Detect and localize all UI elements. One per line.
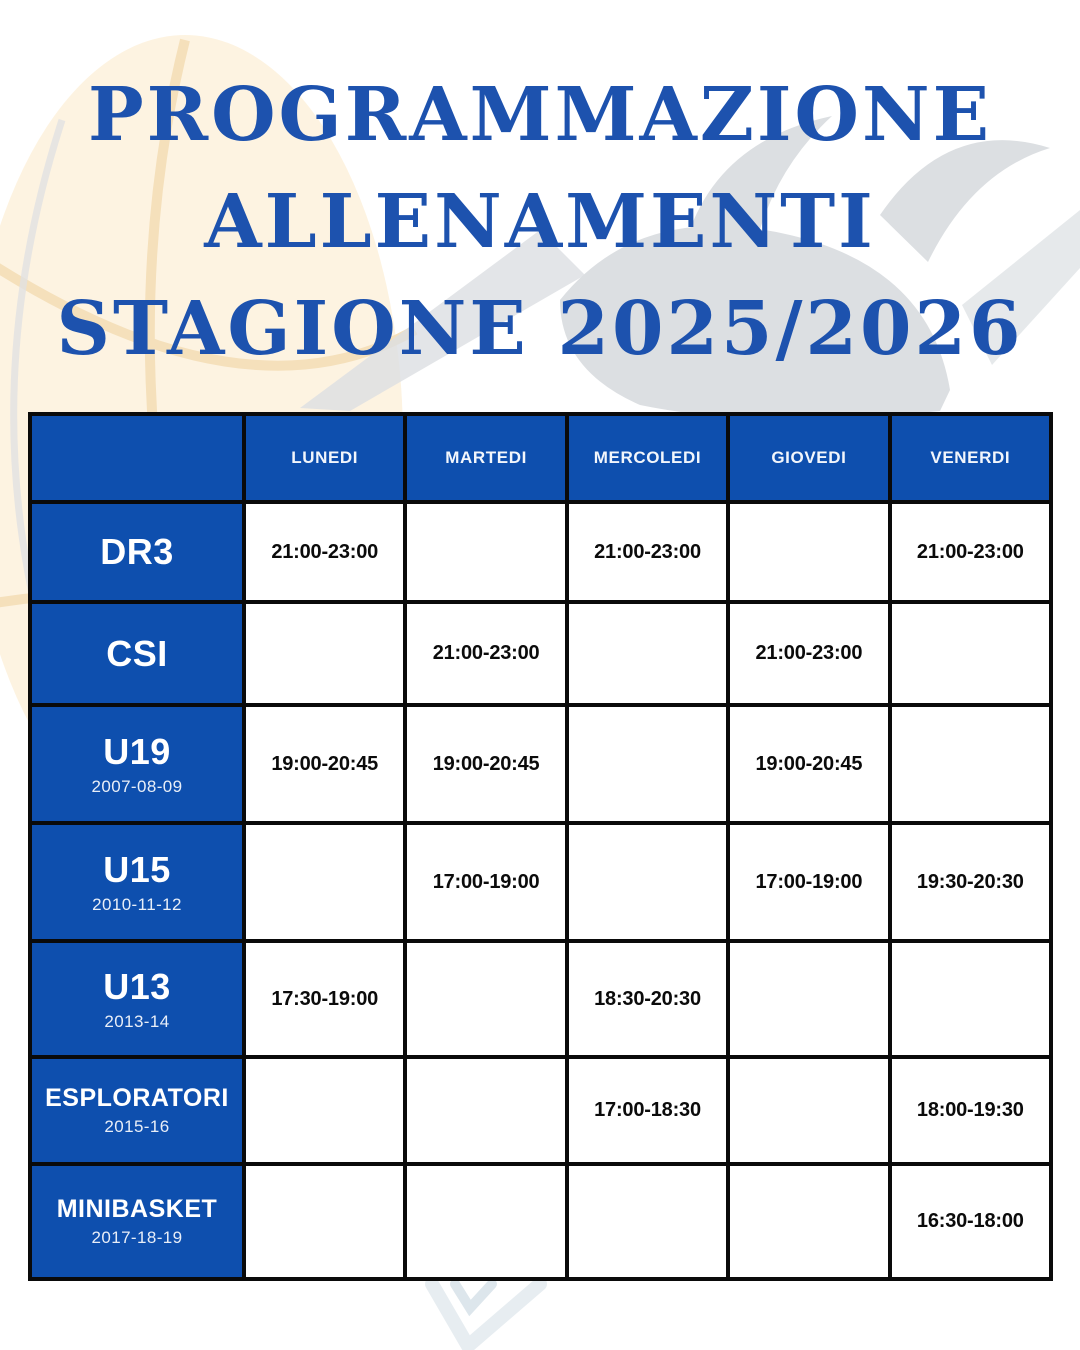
team-label-esploratori: ESPLORATORI 2015-16 [32, 1059, 242, 1162]
schedule-cell [569, 604, 726, 703]
title-line-1: PROGRAMMAZIONE [87, 72, 993, 158]
title-line-3: STAGIONE 2025/2026 [56, 286, 1024, 372]
schedule-cell: 19:00-20:45 [407, 707, 564, 821]
schedule-cell: 21:00-23:00 [892, 504, 1049, 600]
schedule-cell: 18:00-19:30 [892, 1059, 1049, 1162]
schedule-cell [892, 604, 1049, 703]
schedule-cell [407, 1166, 564, 1277]
schedule-cell [246, 1059, 403, 1162]
schedule-cell [407, 943, 564, 1055]
schedule-cell [730, 943, 887, 1055]
schedule-cell: 19:00-20:45 [246, 707, 403, 821]
team-label-csi: CSI [32, 604, 242, 703]
schedule-cell: 21:00-23:00 [246, 504, 403, 600]
team-label-u15: U15 2010-11-12 [32, 825, 242, 939]
schedule-cell [407, 504, 564, 600]
schedule-cell [730, 1059, 887, 1162]
schedule-cell: 21:00-23:00 [730, 604, 887, 703]
schedule-cell [407, 1059, 564, 1162]
schedule-cell: 21:00-23:00 [569, 504, 726, 600]
schedule-cell [730, 504, 887, 600]
poster-title [0, 62, 1080, 383]
schedule-cell: 16:30-18:00 [892, 1166, 1049, 1277]
schedule-cell: 19:30-20:30 [892, 825, 1049, 939]
schedule-cell [892, 943, 1049, 1055]
schedule-cell: 18:30-20:30 [569, 943, 726, 1055]
corner-cell [32, 416, 242, 500]
hornet-stinger-silhouette [432, 1284, 540, 1346]
schedule-cell [730, 1166, 887, 1277]
team-label-minibasket: MINIBASKET 2017-18-19 [32, 1166, 242, 1277]
schedule-cell: 17:00-19:00 [407, 825, 564, 939]
team-label-dr3: DR3 [32, 504, 242, 600]
schedule-cell [246, 825, 403, 939]
schedule-cell: 17:00-18:30 [569, 1059, 726, 1162]
day-header-lunedi: LUNEDI [246, 416, 403, 500]
schedule-cell [569, 1166, 726, 1277]
schedule-cell: 17:00-19:00 [730, 825, 887, 939]
schedule-cell [892, 707, 1049, 821]
schedule-cell [569, 825, 726, 939]
schedule-cell [246, 604, 403, 703]
day-header-martedi: MARTEDI [407, 416, 564, 500]
schedule-cell: 19:00-20:45 [730, 707, 887, 821]
schedule-table [28, 412, 1053, 1281]
title-line-2: ALLENAMENTI [204, 179, 876, 265]
schedule-cell [569, 707, 726, 821]
schedule-cell [246, 1166, 403, 1277]
day-header-venerdi: VENERDI [892, 416, 1049, 500]
team-label-u13: U13 2013-14 [32, 943, 242, 1055]
day-header-mercoledi: MERCOLEDI [569, 416, 726, 500]
schedule-cell: 17:30-19:00 [246, 943, 403, 1055]
team-label-u19: U19 2007-08-09 [32, 707, 242, 821]
day-header-giovedi: GIOVEDI [730, 416, 887, 500]
schedule-cell: 21:00-23:00 [407, 604, 564, 703]
